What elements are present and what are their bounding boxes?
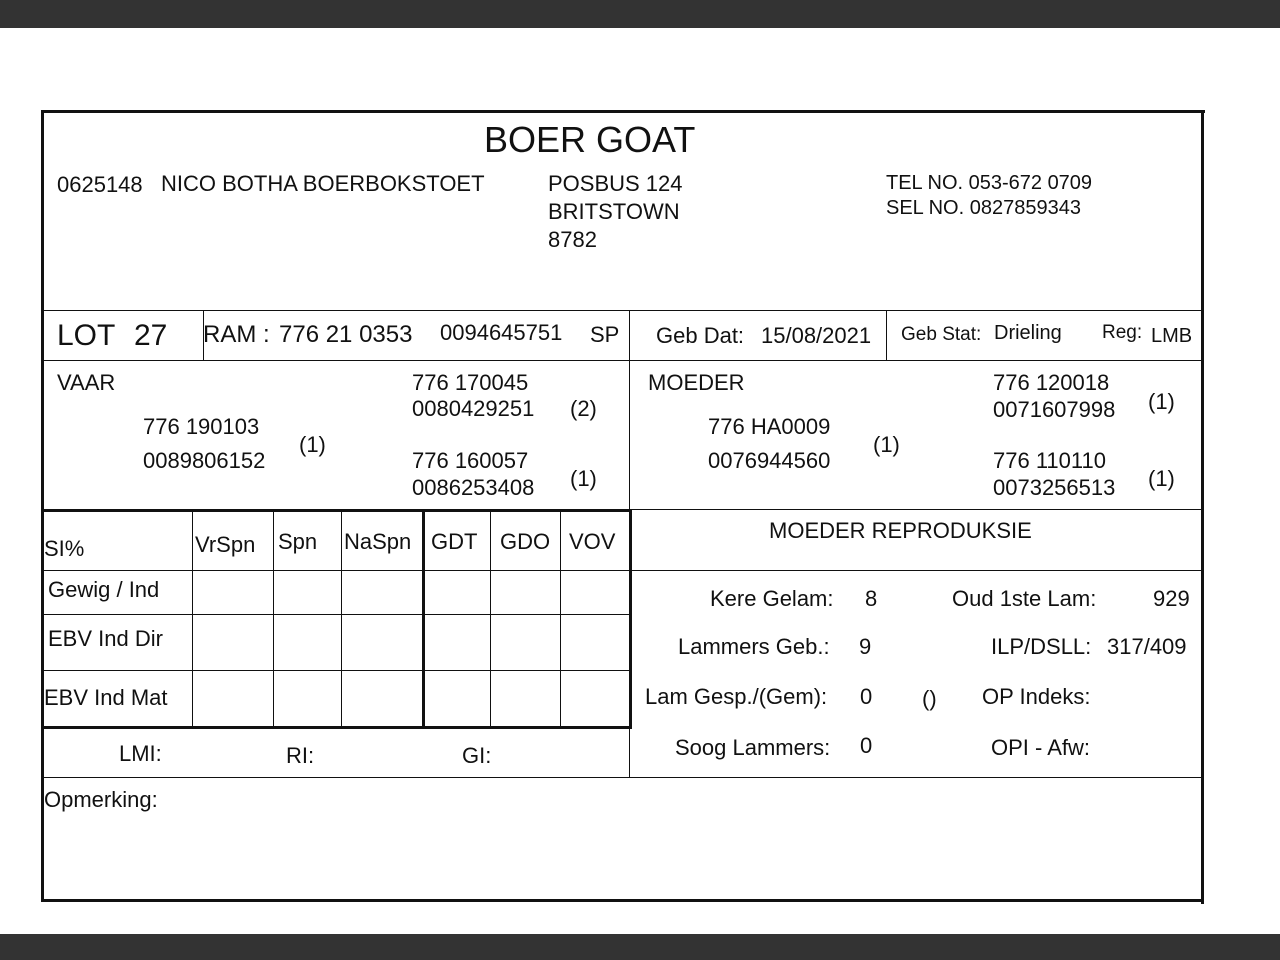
- dam-label: MOEDER: [648, 370, 745, 395]
- dam-number: 0076944560: [708, 448, 831, 473]
- birth-stat: Drieling: [994, 322, 1062, 344]
- date-divider: [886, 310, 887, 361]
- perf-corner-label: SI%: [44, 536, 85, 561]
- perf-col-line-4: [490, 512, 491, 726]
- perf-col-gdt: GDT: [431, 529, 478, 554]
- repro-gesp-paren: (): [922, 686, 937, 711]
- card-border-bottom: [41, 899, 1201, 902]
- perf-col-vrspn: VrSpn: [195, 532, 256, 557]
- dam-dam-number: 0073256513: [993, 475, 1116, 500]
- card-border-right: [1201, 110, 1204, 904]
- ram-divider: [629, 310, 630, 361]
- sire-sire-number: 0080429251: [412, 396, 535, 421]
- perf-row-ebv-mat: EBV Ind Mat: [44, 685, 168, 710]
- ram-code: SP: [590, 322, 620, 347]
- repro-heading: MOEDER REPRODUKSIE: [769, 518, 1032, 543]
- lot-row-bottom-line: [44, 360, 1202, 361]
- perf-col-line-3: [341, 512, 342, 726]
- sire-sire-id: 776 170045: [412, 370, 529, 395]
- repro-oud-value: 929: [1153, 586, 1190, 611]
- sire-dam-id: 776 160057: [412, 448, 529, 473]
- owner-sel: SEL NO. 0827859343: [886, 197, 1081, 219]
- perf-table-top: [44, 509, 632, 512]
- owner-code: 0625148: [57, 172, 143, 197]
- repro-ilp-value: 317/409: [1107, 634, 1187, 659]
- perf-col-line-5: [560, 512, 561, 726]
- repro-top-line: [631, 509, 1202, 510]
- birth-date-label: Geb Dat:: [656, 323, 745, 348]
- lot-label: LOT: [57, 319, 116, 352]
- perf-col-naspn: NaSpn: [344, 529, 412, 554]
- dam-sire-id: 776 120018: [993, 370, 1110, 395]
- dam-sire-count: (1): [1148, 389, 1175, 414]
- repro-kere-value: 8: [865, 586, 878, 611]
- card-border-top: [41, 110, 1205, 113]
- reg-label: Reg:: [1102, 322, 1143, 343]
- repro-lammers-value: 9: [859, 634, 872, 659]
- dam-id: 776 HA0009: [708, 414, 831, 439]
- perf-row-line-1: [44, 614, 630, 615]
- remarks-label: Opmerking:: [44, 787, 158, 812]
- lot-number: 27: [134, 319, 168, 352]
- sire-sire-count: (2): [570, 396, 597, 421]
- sire-count: (1): [299, 432, 326, 457]
- owner-address-line-2: BRITSTOWN: [548, 199, 680, 224]
- ram-number: 0094645751: [440, 320, 563, 345]
- lot-row-top-line: [44, 310, 1202, 311]
- birth-stat-label: Geb Stat:: [901, 324, 982, 345]
- ram-label: RAM :: [203, 321, 270, 348]
- index-row-bottom: [44, 777, 1202, 778]
- reg-value: LMB: [1151, 325, 1193, 347]
- owner-address-line-3: 8782: [548, 227, 597, 252]
- perf-col-vov: VOV: [569, 529, 616, 554]
- sire-dam-number: 0086253408: [412, 475, 535, 500]
- repro-op-label: OP Indeks:: [982, 684, 1091, 709]
- repro-ilp-label: ILP/DSLL:: [991, 634, 1092, 659]
- card-border-left: [41, 110, 44, 902]
- sire-dam-count: (1): [570, 466, 597, 491]
- perf-col-line-2: [273, 512, 274, 726]
- repro-lammers-label: Lammers Geb.:: [678, 634, 830, 659]
- perf-row-gewig: Gewig / Ind: [48, 577, 160, 602]
- perf-row-line-2: [44, 670, 630, 671]
- repro-gesp-value: 0: [860, 684, 873, 709]
- repro-kere-label: Kere Gelam:: [710, 586, 834, 611]
- sire-id: 776 190103: [143, 414, 260, 439]
- owner-name: NICO BOTHA BOERBOKSTOET: [161, 171, 485, 196]
- perf-col-spn: Spn: [278, 529, 318, 554]
- perf-table-right: [629, 509, 632, 729]
- perf-table-group-divider: [422, 512, 425, 726]
- repro-opi-label: OPI - Afw:: [991, 735, 1091, 760]
- perf-header-line: [44, 570, 1202, 571]
- owner-address-line-1: POSBUS 124: [548, 171, 683, 196]
- repro-gesp-label: Lam Gesp./(Gem):: [645, 684, 828, 709]
- lmi-label: LMI:: [119, 741, 162, 766]
- perf-col-line-1: [192, 512, 193, 726]
- dam-sire-number: 0071607998: [993, 397, 1116, 422]
- sire-label: VAAR: [57, 370, 116, 395]
- gi-label: GI:: [462, 743, 492, 768]
- repro-soog-value: 0: [860, 733, 873, 758]
- perf-col-gdo: GDO: [500, 529, 551, 554]
- dam-dam-id: 776 110110: [993, 448, 1106, 473]
- ri-label: RI:: [286, 743, 315, 768]
- ram-id: 776 21 0353: [279, 321, 413, 348]
- page-title: BOER GOAT: [484, 119, 696, 160]
- dam-dam-count: (1): [1148, 466, 1175, 491]
- birth-date: 15/08/2021: [761, 323, 872, 348]
- index-row-divider: [629, 729, 630, 778]
- pedigree-divider: [629, 360, 630, 510]
- perf-row-ebv-dir: EBV Ind Dir: [48, 626, 163, 651]
- perf-table-bottom: [44, 726, 632, 729]
- dam-count: (1): [873, 432, 900, 457]
- repro-oud-label: Oud 1ste Lam:: [952, 586, 1097, 611]
- owner-tel: TEL NO. 053-672 0709: [886, 172, 1093, 194]
- sire-number: 0089806152: [143, 448, 266, 473]
- repro-soog-label: Soog Lammers:: [675, 735, 831, 760]
